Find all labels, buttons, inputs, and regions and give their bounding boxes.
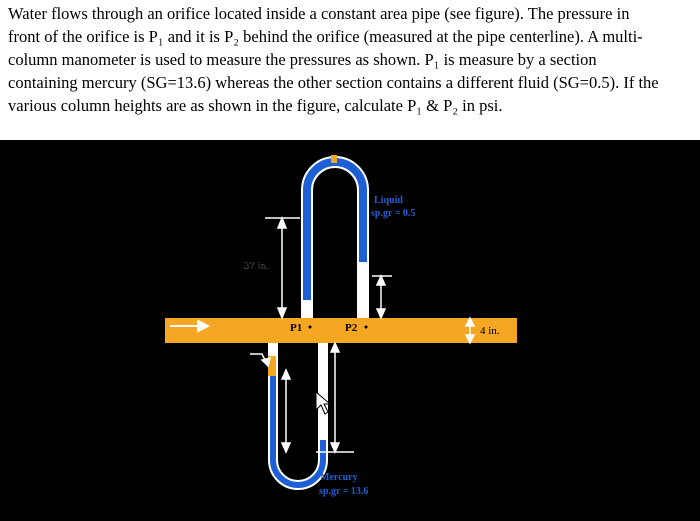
- problem-statement: [0, 0, 700, 140]
- p1-label: P1: [290, 322, 303, 334]
- p1-point: [309, 326, 312, 329]
- mercury-label: Mercury: [320, 472, 358, 483]
- dim-37-label: 37 in.: [244, 260, 270, 272]
- dimension-37in: [265, 218, 300, 318]
- dim-4-label: 4 in.: [480, 325, 500, 337]
- upper-u-tube-outer: [307, 162, 363, 318]
- problem-line: front of the orifice is P₁ and it is P₂ behind the orifice (measured at the pipe centerline). A multi-: [8, 27, 643, 46]
- dim-40-label: 40 in.: [289, 401, 300, 424]
- manometer-figure: [0, 140, 700, 521]
- liquid-sg-label: sp.gr = 0.5: [371, 208, 416, 219]
- dim-12-label: 12 in.: [389, 293, 415, 305]
- dim-58-label: 58 in.: [340, 386, 366, 398]
- liquid-label: Liquid: [374, 195, 403, 206]
- water-label: Water: [130, 325, 160, 337]
- upper-u-tube-liquid: [307, 162, 363, 318]
- pipe: [165, 318, 517, 343]
- problem-line: containing mercury (SG=13.6) whereas the other section contains a different fluid (SG=0.5). If the: [8, 73, 659, 92]
- p2-label: P2: [345, 322, 358, 334]
- problem-line: Water flows through an orifice located inside a constant area pipe (see figure). The pressure in: [8, 4, 630, 23]
- top-valve: [331, 155, 337, 163]
- vacuum-label: Vacuum: [197, 348, 236, 360]
- mercury-sg-label: sp.gr = 13.6: [319, 486, 369, 497]
- vacuum-arrow: [250, 354, 270, 366]
- p2-point: [365, 326, 368, 329]
- problem-line: column manometer is used to measure the pressures as shown. P₁ is measure by a section: [8, 50, 597, 69]
- problem-line: various column heights are as shown in the figure, calculate P₁ & P₂ in psi.: [8, 96, 503, 115]
